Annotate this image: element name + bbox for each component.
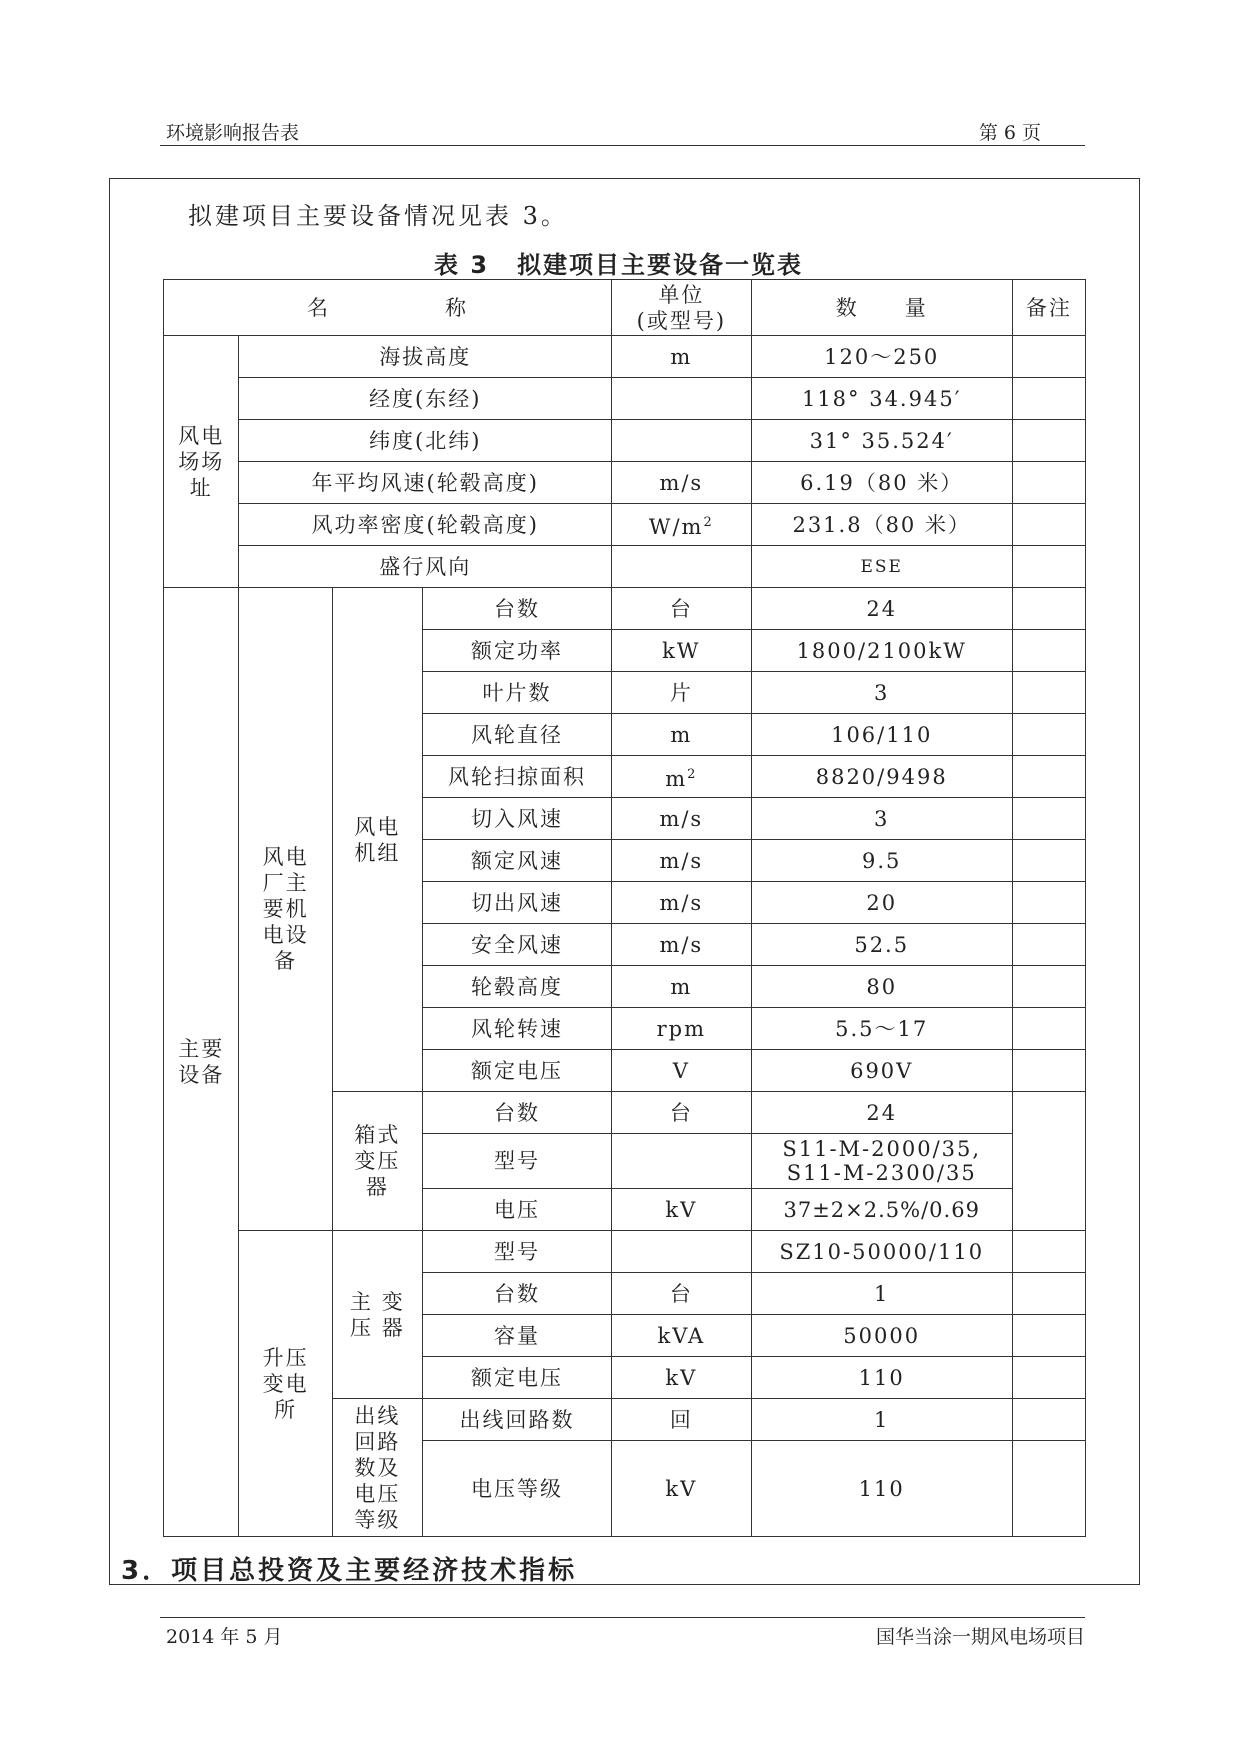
row-value: 6.19（80 米） — [751, 462, 1012, 504]
row-value: 20 — [751, 882, 1012, 924]
row-unit: $W/m^2$ — [612, 504, 752, 546]
row-name: 额定功率 — [422, 630, 611, 672]
row-value: 110 — [751, 1441, 1012, 1537]
row-value: 9.5 — [751, 840, 1012, 882]
row-note — [1012, 546, 1085, 588]
row-unit — [612, 420, 752, 462]
row-value: 231.8（80 米） — [751, 504, 1012, 546]
header-rule — [160, 145, 1085, 146]
row-unit: m/s — [612, 924, 752, 966]
header-doc-title: 环境影响报告表 — [166, 122, 300, 144]
group-plant-equipment: 风电厂主要机电设备 — [239, 588, 332, 1231]
row-name: 叶片数 — [422, 672, 611, 714]
row-unit — [612, 1134, 752, 1189]
row-value: 1800/2100kW — [751, 630, 1012, 672]
row-name: 切出风速 — [422, 882, 611, 924]
row-value: S11-M-2000/35, S11-M-2300/35 — [751, 1134, 1012, 1189]
row-name: 经度(东经) — [239, 378, 612, 420]
row-note — [1012, 504, 1085, 546]
table-row — [164, 1231, 1086, 1273]
row-name: 型号 — [422, 1134, 611, 1189]
row-value: 3 — [751, 672, 1012, 714]
header-unit: 单位 (或型号) — [612, 280, 752, 336]
row-unit: 台 — [612, 1273, 752, 1315]
table-row — [164, 546, 1086, 588]
row-note — [1012, 672, 1085, 714]
row-note — [1012, 1231, 1085, 1273]
header-name: 名 称 — [164, 280, 612, 336]
row-unit: m/s — [612, 840, 752, 882]
header-row — [164, 280, 1086, 336]
row-unit: 片 — [612, 672, 752, 714]
row-name: 轮毂高度 — [422, 966, 611, 1008]
table-caption — [434, 245, 803, 280]
row-value: SZ10-50000/110 — [751, 1231, 1012, 1273]
row-value: 3 — [751, 798, 1012, 840]
row-value: 5.5～17 — [751, 1008, 1012, 1050]
row-note — [1012, 588, 1085, 630]
header-qty: 数 量 — [751, 280, 1012, 336]
section-heading: 3．项目总投资及主要经济技术指标 — [121, 1556, 578, 1586]
table-number: 表 3 — [434, 251, 490, 279]
row-unit: kW — [612, 630, 752, 672]
row-value: ESE — [751, 546, 1012, 588]
group-site: 风电场场址 — [164, 336, 239, 588]
equipment-table — [163, 279, 1086, 1537]
row-name: 风轮直径 — [422, 714, 611, 756]
row-note — [1012, 420, 1085, 462]
row-note — [1012, 378, 1085, 420]
footer-rule — [160, 1617, 1085, 1618]
row-name: 电压 — [422, 1189, 611, 1231]
row-note — [1012, 882, 1085, 924]
table-row — [164, 504, 1086, 546]
table-row — [164, 378, 1086, 420]
row-unit: m/s — [612, 462, 752, 504]
row-unit — [612, 1231, 752, 1273]
row-note — [1012, 1050, 1085, 1092]
row-note — [1012, 1441, 1085, 1537]
row-note — [1012, 1092, 1085, 1231]
row-unit: kV — [612, 1357, 752, 1399]
row-name: 台数 — [422, 1092, 611, 1134]
row-unit: V — [612, 1050, 752, 1092]
row-name: 风轮转速 — [422, 1008, 611, 1050]
row-unit: m/s — [612, 798, 752, 840]
row-value: 80 — [751, 966, 1012, 1008]
row-note — [1012, 840, 1085, 882]
row-unit — [612, 378, 752, 420]
row-note — [1012, 462, 1085, 504]
table-row — [164, 462, 1086, 504]
row-value: 24 — [751, 1092, 1012, 1134]
row-value: 690V — [751, 1050, 1012, 1092]
row-note — [1012, 798, 1085, 840]
row-name: 额定电压 — [422, 1050, 611, 1092]
row-name: 电压等级 — [422, 1441, 611, 1537]
row-unit: 回 — [612, 1399, 752, 1441]
row-unit: 台 — [612, 1092, 752, 1134]
row-note — [1012, 924, 1085, 966]
row-value: 50000 — [751, 1315, 1012, 1357]
row-note — [1012, 336, 1085, 378]
row-name: 安全风速 — [422, 924, 611, 966]
row-name: 盛行风向 — [239, 546, 612, 588]
row-unit: m — [612, 336, 752, 378]
group-main-equipment: 主要设备 — [164, 588, 239, 1537]
row-note — [1012, 1273, 1085, 1315]
row-note — [1012, 1399, 1085, 1441]
table-title: 拟建项目主要设备一览表 — [517, 251, 804, 279]
row-unit: 台 — [612, 588, 752, 630]
header-page-number: 第 6 页 — [978, 122, 1041, 144]
row-name: 额定风速 — [422, 840, 611, 882]
row-value: 118° 34.945′ — [751, 378, 1012, 420]
row-unit: rpm — [612, 1008, 752, 1050]
row-value: 1 — [751, 1273, 1012, 1315]
row-note — [1012, 630, 1085, 672]
row-unit: $m^2$ — [612, 756, 752, 798]
row-note — [1012, 1357, 1085, 1399]
group-box-transformer: 箱式变压器 — [332, 1092, 422, 1231]
row-value: 110 — [751, 1357, 1012, 1399]
row-unit — [612, 546, 752, 588]
row-unit: kV — [612, 1441, 752, 1537]
row-name: 容量 — [422, 1315, 611, 1357]
row-name: 台数 — [422, 1273, 611, 1315]
footer-project: 国华当涂一期风电场项目 — [875, 1626, 1085, 1648]
row-unit: kV — [612, 1189, 752, 1231]
row-name: 出线回路数 — [422, 1399, 611, 1441]
row-name: 纬度(北纬) — [239, 420, 612, 462]
row-value: 37±2×2.5%/0.69 — [751, 1189, 1012, 1231]
row-note — [1012, 714, 1085, 756]
row-name: 年平均风速(轮毂高度) — [239, 462, 612, 504]
table-row — [164, 336, 1086, 378]
group-turbine: 风电机组 — [332, 588, 422, 1092]
row-value: 8820/9498 — [751, 756, 1012, 798]
row-name: 台数 — [422, 588, 611, 630]
row-value: 120～250 — [751, 336, 1012, 378]
row-unit: m — [612, 966, 752, 1008]
row-name: 风轮扫掠面积 — [422, 756, 611, 798]
header-note: 备注 — [1012, 280, 1085, 336]
row-value: 106/110 — [751, 714, 1012, 756]
row-name: 额定电压 — [422, 1357, 611, 1399]
row-value: 1 — [751, 1399, 1012, 1441]
row-value: 24 — [751, 588, 1012, 630]
group-main-transformer: 主 变 压 器 — [332, 1231, 422, 1399]
footer-date: 2014 年 5 月 — [166, 1626, 283, 1648]
table-row — [164, 420, 1086, 462]
row-unit: kVA — [612, 1315, 752, 1357]
row-value: 31° 35.524′ — [751, 420, 1012, 462]
row-name: 海拔高度 — [239, 336, 612, 378]
row-note — [1012, 966, 1085, 1008]
row-name: 风功率密度(轮毂高度) — [239, 504, 612, 546]
row-unit: m — [612, 714, 752, 756]
row-note — [1012, 1008, 1085, 1050]
row-note — [1012, 756, 1085, 798]
table-row — [164, 588, 1086, 630]
row-unit: m/s — [612, 882, 752, 924]
group-outlines: 出线回路数及电压等级 — [332, 1399, 422, 1537]
intro-text: 拟建项目主要设备情况见表 3。 — [188, 202, 568, 230]
row-name: 型号 — [422, 1231, 611, 1273]
row-note — [1012, 1315, 1085, 1357]
group-substation: 升压变电所 — [239, 1231, 332, 1537]
row-name: 切入风速 — [422, 798, 611, 840]
row-value: 52.5 — [751, 924, 1012, 966]
